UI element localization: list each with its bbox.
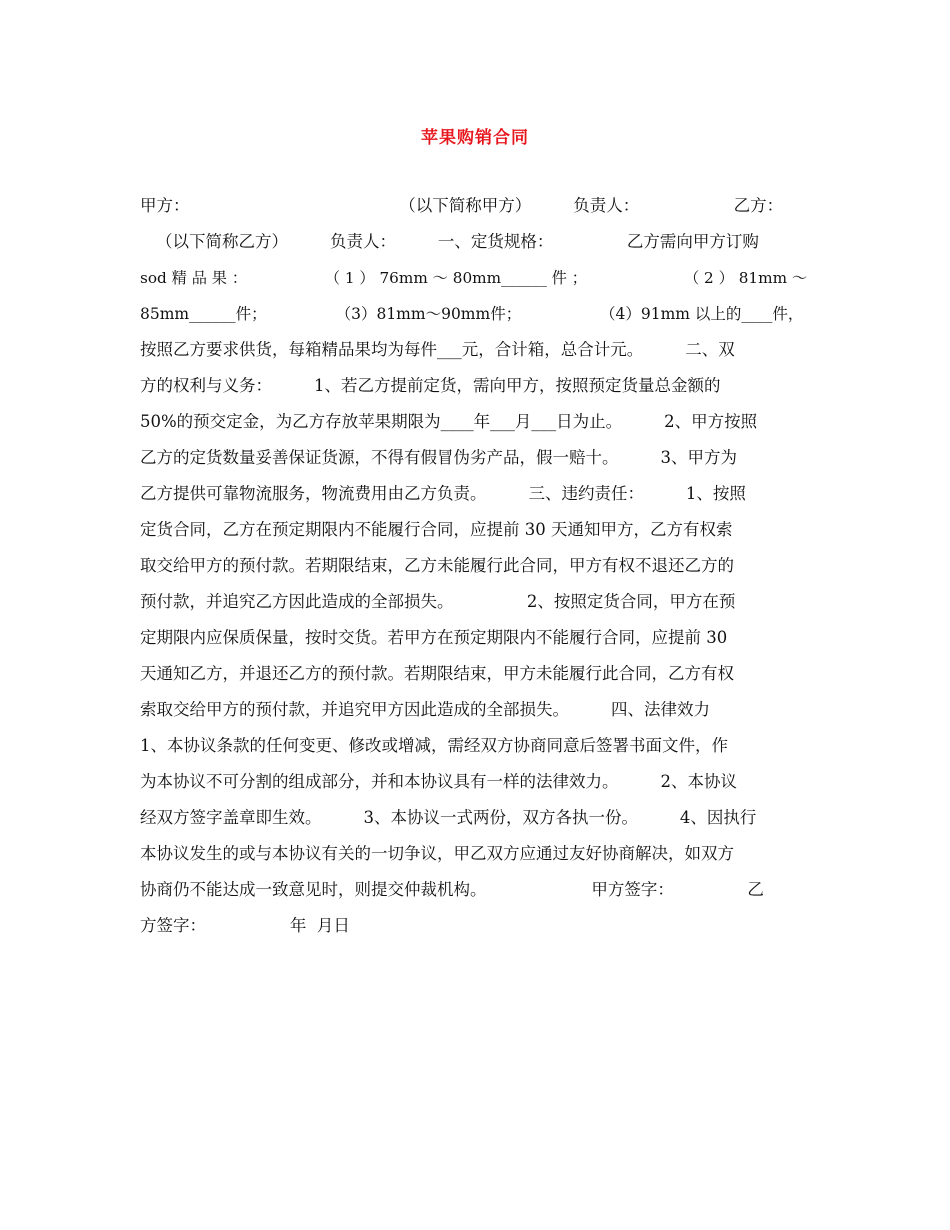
body-line-19: 本协议发生的或与本协议有关的一切争议，甲乙双方应通过友好协商解决，如双方 xyxy=(140,844,734,863)
body-line-17: 为本协议不可分割的组成部分，并和本协议具有一样的法律效力。 2、本协议 xyxy=(140,772,737,791)
contract-title: 苹果购销合同 xyxy=(421,128,529,148)
body-line-4: 85mm______件； （3）81mm～90mm件； （4）91mm 以上的____件， xyxy=(140,305,804,323)
body-line-15: 索取交给甲方的预付款，并追究甲方因此造成的全部损失。 四、法律效力 xyxy=(140,700,710,719)
body-line-8: 乙方的定货数量妥善保证货源，不得有假冒伪劣产品，假一赔十。 3、甲方为 xyxy=(140,448,737,467)
body-line-2: （以下简称乙方） 负责人： 一、定货规格： 乙方需向甲方订购 xyxy=(156,232,759,251)
body-line-6: 方的权利与义务： 1、若乙方提前定货，需向甲方，按照预定货量总金额的 xyxy=(140,376,721,395)
body-line-14: 天通知乙方，并退还乙方的预付款。若期限结束，甲方未能履行此合同，乙方有权 xyxy=(140,664,734,683)
body-line-13: 定期限内应保质保量，按时交货。若甲方在预定期限内不能履行合同，应提前 30 xyxy=(140,628,728,647)
body-line-12: 预付款，并追究乙方因此造成的全部损失。 2、按照定货合同，甲方在预 xyxy=(140,592,736,611)
body-line-10: 定货合同，乙方在预定期限内不能履行合同，应提前 30 天通知甲方，乙方有权索 xyxy=(140,520,733,539)
body-line-11: 取交给甲方的预付款。若期限结束，乙方未能履行此合同，甲方有权不退还乙方的 xyxy=(140,556,734,575)
body-line-21: 方签字： 年 月日 xyxy=(140,916,350,935)
body-line-1: 甲方： （以下简称甲方） 负责人： 乙方： xyxy=(140,196,784,215)
body-line-18: 经双方签字盖章即生效。 3、本协议一式两份，双方各执一份。 4、因执行 xyxy=(140,808,757,827)
body-line-7: 50%的预交定金，为乙方存放苹果期限为____年___月___日为止。 2、甲方按照 xyxy=(140,412,758,431)
body-line-16: 1、本协议条款的任何变更、修改或增减，需经双方协商同意后签署书面文件，作 xyxy=(140,736,728,755)
body-line-5: 按照乙方要求供货，每箱精品果均为每件___元，合计箱，总合计元。 二、双 xyxy=(140,340,735,359)
body-line-9: 乙方提供可靠物流服务，物流费用由乙方负责。 三、违约责任： 1、按照 xyxy=(140,484,746,503)
body-line-3: sod 精 品 果 ： （ 1 ） 76mm ～ 80mm______ 件 ； （ 2 ） 81mm ～ xyxy=(140,269,808,287)
body-line-20: 协商仍不能达成一致意见时，则提交仲裁机构。 甲方签字： 乙 xyxy=(140,880,764,899)
